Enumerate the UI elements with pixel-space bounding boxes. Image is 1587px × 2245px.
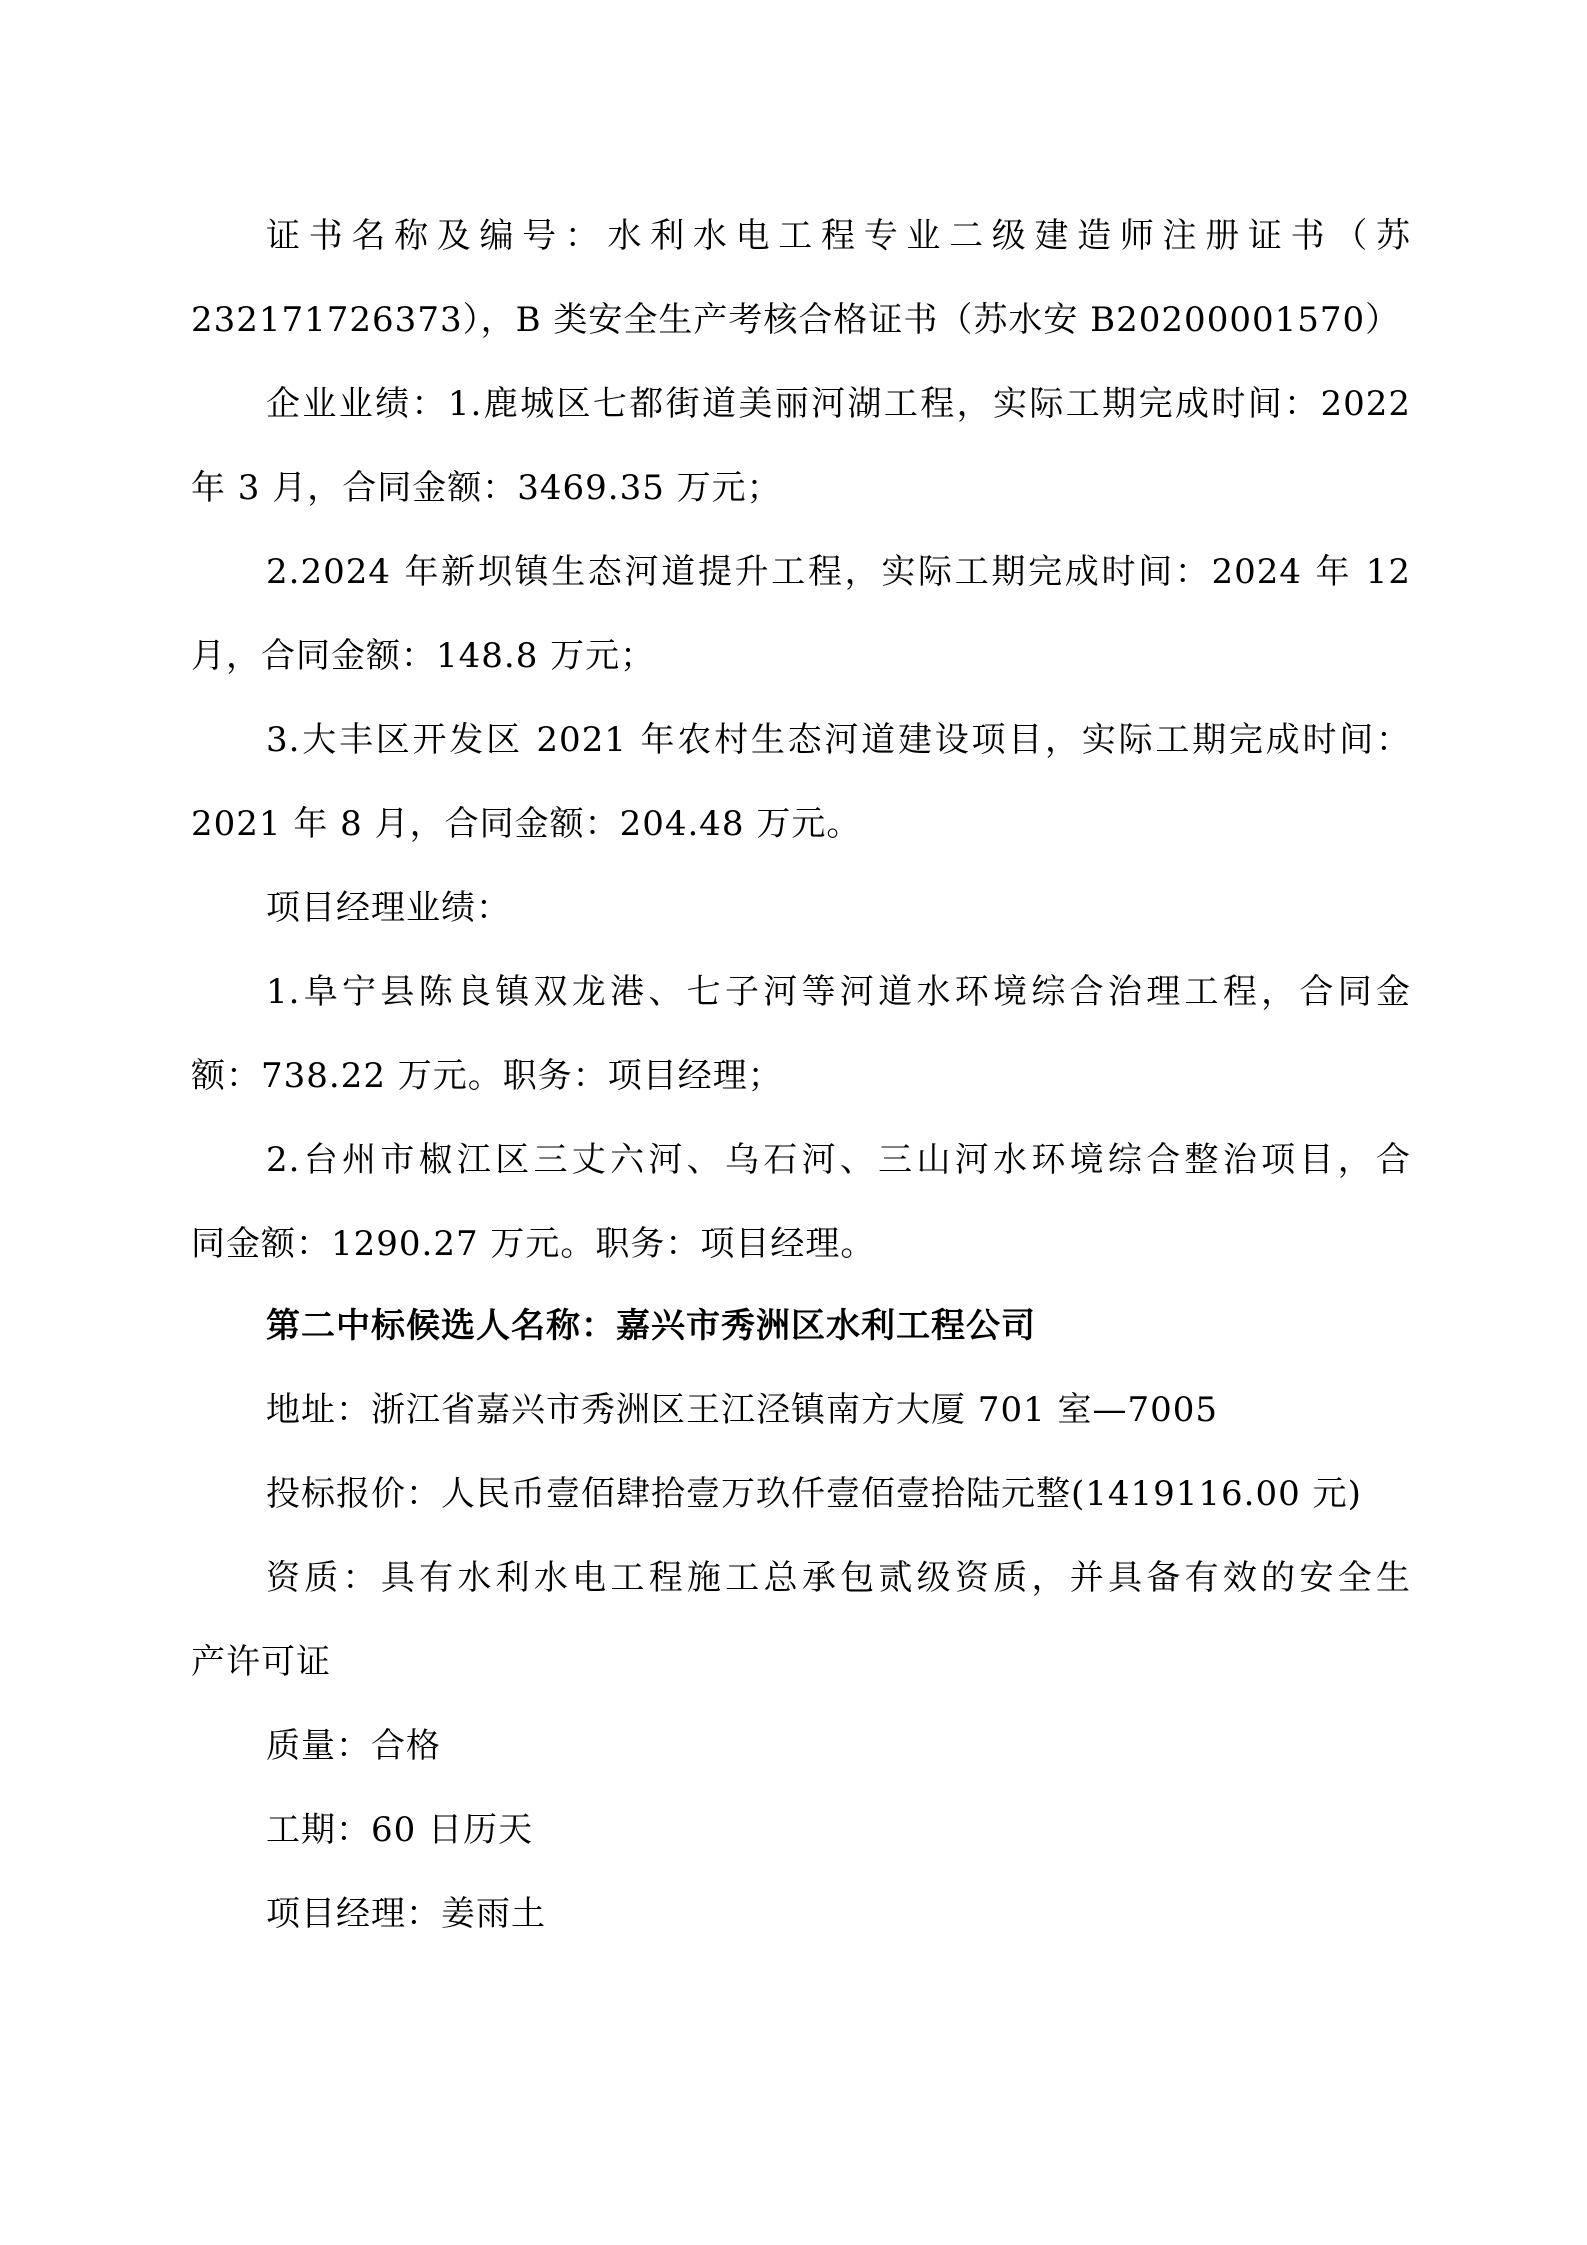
enterprise-performance-3-line-1: 3.大丰区开发区 2021 年农村生态河道建设项目，实际工期完成时间： bbox=[266, 720, 1411, 760]
cert-line-2: 232171726373），B 类安全生产考核合格证书（苏水安 B20200001570） bbox=[191, 300, 1401, 340]
project-manager-line: 项目经理：姜雨土 bbox=[266, 1894, 546, 1934]
enterprise-performance-line-1: 企业业绩：1.鹿城区七都街道美丽河湖工程，实际工期完成时间：2022 bbox=[266, 384, 1411, 424]
quality-line: 质量：合格 bbox=[266, 1726, 441, 1766]
address-line: 地址：浙江省嘉兴市秀洲区王江泾镇南方大厦 701 室—7005 bbox=[266, 1390, 1219, 1430]
enterprise-performance-2-line-2: 月，合同金额：148.8 万元； bbox=[191, 636, 656, 676]
enterprise-performance-3-line-2: 2021 年 8 月，合同金额：204.48 万元。 bbox=[191, 804, 862, 844]
duration-line: 工期：60 日历天 bbox=[266, 1810, 534, 1850]
second-candidate-heading: 第二中标候选人名称：嘉兴市秀洲区水利工程公司 bbox=[266, 1306, 1036, 1346]
pm-performance-1-line-1: 1.阜宁县陈良镇双龙港、七子河等河道水环境综合治理工程，合同金 bbox=[266, 972, 1411, 1012]
cert-line-1: 证书名称及编号：水利水电工程专业二级建造师注册证书（苏 bbox=[266, 216, 1411, 256]
pm-performance-2-line-1: 2.台州市椒江区三丈六河、乌石河、三山河水环境综合整治项目，合 bbox=[266, 1140, 1411, 1180]
pm-performance-title: 项目经理业绩： bbox=[266, 888, 511, 928]
enterprise-performance-line-2: 年 3 月，合同金额：3469.35 万元； bbox=[191, 468, 782, 508]
qualification-line-2: 产许可证 bbox=[191, 1642, 331, 1682]
pm-performance-1-line-2: 额：738.22 万元。职务：项目经理； bbox=[191, 1056, 783, 1096]
enterprise-performance-2-line-1: 2.2024 年新坝镇生态河道提升工程，实际工期完成时间：2024 年 12 bbox=[266, 552, 1411, 592]
pm-performance-2-line-2: 同金额：1290.27 万元。职务：项目经理。 bbox=[191, 1224, 876, 1264]
bid-price-line: 投标报价：人民币壹佰肆拾壹万玖仟壹佰壹拾陆元整(1419116.00 元) bbox=[266, 1474, 1362, 1514]
qualification-line-1: 资质：具有水利水电工程施工总承包贰级资质，并具备有效的安全生 bbox=[266, 1558, 1411, 1598]
